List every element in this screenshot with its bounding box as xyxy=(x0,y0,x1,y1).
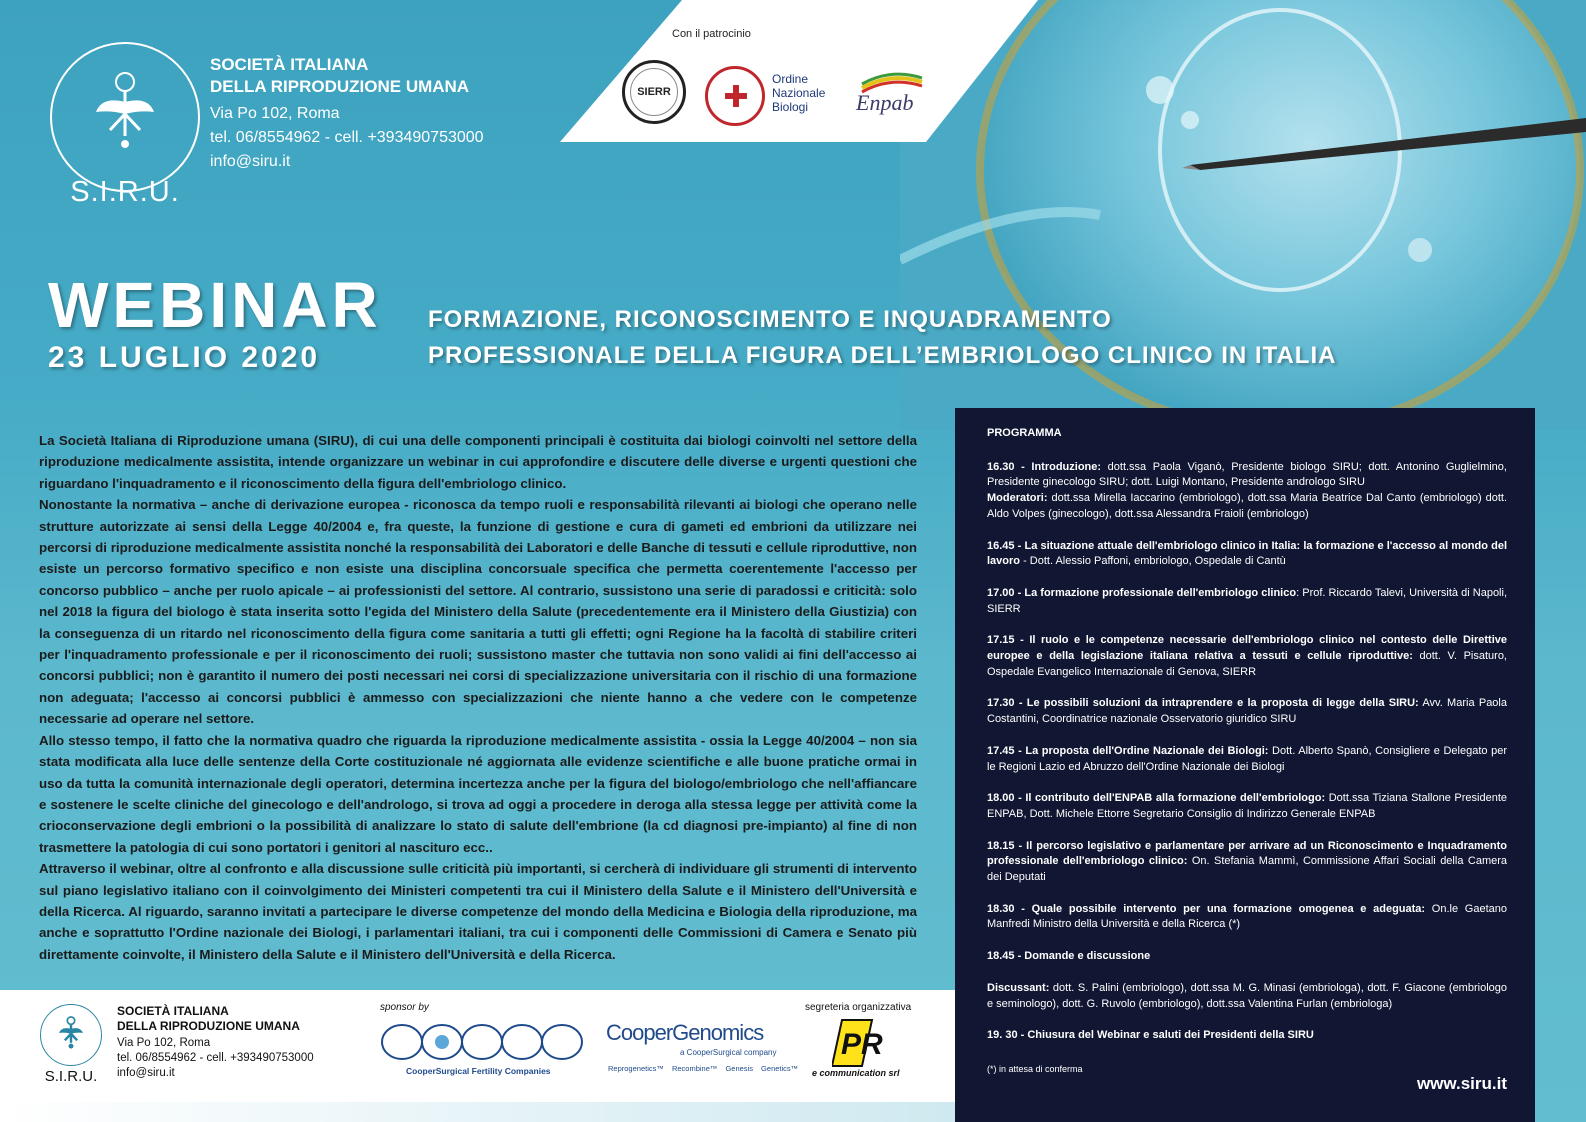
programme-item: 16.45 - La situazione attuale dell'embriologo clinico in Italia: la formazione e l'accesso al mondo del lavoro - Dott. Alessio Paffoni, embriologo, Ospedale di Cantù xyxy=(987,539,1507,568)
footer-siru-logo xyxy=(40,1004,102,1066)
description-paragraph: La Società Italiana di Riproduzione umana (SIRU), di cui una delle componenti principali è costituita dai biologi coinvolti nel settore della riproduzione medicalmente assistita, intende organizzare un webinar in cui approfondire e discutere delle diverse e urgenti questioni che riguardano l'inquadramento e il riconoscimento della figura dell'embriologo clinico. xyxy=(39,433,917,491)
siru-acronym: S.I.R.U. xyxy=(70,176,180,208)
ordine-biologi-logo xyxy=(705,66,765,126)
event-title: FORMAZIONE, RICONOSCIMENTO E INQUADRAMENTO PROFESSIONALE DELLA FIGURA DELL’EMBRIOLOGO CLINICO IN ITALIA xyxy=(428,306,1337,369)
sponsor-label: sponsor by xyxy=(380,1002,429,1013)
event-type: WEBINAR xyxy=(48,269,382,341)
org-phone: tel. 06/8554962 - cell. +393490753000 xyxy=(210,129,484,146)
footer-email[interactable]: info@siru.it xyxy=(117,1067,175,1079)
siru-emblem-icon xyxy=(41,1005,101,1065)
programme-item: 18.30 - Quale possibile intervento per una formazione omogenea e adeguata: On.le Gaetano Manfredi Ministro della Università e della Ricerca (*) xyxy=(987,902,1507,931)
sierr-logo xyxy=(622,60,686,124)
programme-item: 17.30 - Le possibili soluzioni da intraprendere e la proposta di legge della SIRU: Avv. Maria Paola Costantini, Coordinatrice nazionale Osservatorio giuridico SIRU xyxy=(987,697,1507,726)
pr-communication-logo-icon xyxy=(832,1016,902,1072)
description-paragraph: Nonostante la normativa – anche di derivazione europea - riconosca da tempo ruoli e responsabilità rilevanti ai biologi che operano nelle strutture autorizzate ai sensi della Legge 40/2004 e, fra queste, la funzione di gestione e cura di gameti ed embrioni da utilizzare nei percorsi di riproduzione medicalmente assistita nonché la responsabilità dei Laboratori e delle Banche di tessuti e cellule riproduttive, non esiste un percorso formativo specifico e non esiste una disciplina concorsuale specifica che permetta coerentemente l'accesso per concorso pubblico – anche per ruolo apicale – ai professionisti del settore. Al contrario, sussistono una serie di paradossi e criticità: solo nel 2018 la figura del biologo è stata inserita sotto l'egida del Ministero della Salute (precedentemente era il Ministero della Giustizia) con la conseguenza di un ritardo nel riconoscimento della figura come sanitaria a tutti gli effetti; ogni Regione ha la facoltà di stabilire criteri per l'inquadramento professionale e per il riconoscimento dei ruoli; sussistono master che tuttavia non sono validi ai fini dell'accesso ai concorsi pubblici; non è garantito il numero dei posti necessari nei corsi di specializzazione universitaria con il rischio di una formazione non adeguata; l'accesso ai concorsi pubblici è ammesso con specializzazioni che niente hanno a che vedere con le competenze necessarie ad operare nel settore. xyxy=(39,497,917,727)
org-email[interactable]: info@siru.it xyxy=(210,153,291,170)
patronage-label: Con il patrocinio xyxy=(672,28,751,40)
event-date: 23 LUGLIO 2020 xyxy=(48,341,321,374)
description-paragraph: Allo stesso tempo, il fatto che la normativa quadro che riguarda la riproduzione medicalmente assistita - ossia la Legge 40/2004 – non sia stata modificata alla luce delle sentenze della Corte costituzionale né aggiornata alle evidenze scientifiche e alle buone pratiche ormai in uso da tutta la comunità internazionale degli operatori, determina incertezza anche per la figura del biologo/embriologo che nell'affiancare e sostenere le scelte cliniche del ginecologo e dell'andrologo, si trova ad oggi a procedere in deroga alla stessa legge per attività come la crioconservazione degli embrioni o la possibilità di analizzare lo stato di salute dell'embrione (la cd diagnosi pre-impianto) al fine di non trasmettere la patologia di cui sono portatori i genitori al nascituro ecc.. xyxy=(39,732,917,855)
sponsor-caption: CooperSurgical Fertility Companies xyxy=(406,1066,551,1076)
programme-item: 19. 30 - Chiusura del Webinar e saluti dei Presidenti della SIRU xyxy=(987,1029,1314,1042)
patronage-area xyxy=(560,0,1060,142)
footer-siru-acronym: S.I.R.U. xyxy=(44,1068,98,1085)
website-link[interactable]: www.siru.it xyxy=(1416,1074,1507,1094)
footer-org-name: SOCIETÀ ITALIANA DELLA RIPRODUZIONE UMANA xyxy=(117,1004,300,1033)
event-description xyxy=(39,430,917,965)
ordine-biologi-name: Ordine Nazionale Biologi xyxy=(772,72,826,114)
programme-item: Discussant: dott. S. Palini (embriologo), dott.ssa M. G. Minasi (embriologa), dott. F. Giacone (embriologo e seminologo), dott. G. Ruvolo (embriologo), dott.ssa Valentina Furlan (embriologa) xyxy=(987,981,1507,1010)
programme-list xyxy=(987,460,1507,1044)
coopergenomics-logo: CooperGenomics xyxy=(606,1020,764,1045)
siru-logo xyxy=(50,42,200,192)
footer-strip xyxy=(0,990,955,1122)
org-address: Via Po 102, Roma xyxy=(210,105,340,122)
programme-panel xyxy=(955,408,1535,1122)
programme-heading: PROGRAMMA xyxy=(987,427,1062,439)
coopergenomics-subtitle: a CooperSurgical company xyxy=(680,1048,777,1057)
programme-item: 17.45 - La proposta dell'Ordine Nazionale dei Biologi: Dott. Alberto Spanò, Consigliere e Delegato per le Regioni Lazio ed Abruzzo dell'Ordine Nazionale dei Biologi xyxy=(987,744,1507,773)
siru-emblem-icon xyxy=(52,44,198,190)
segreteria-label: segreteria organizzativa xyxy=(805,1002,912,1013)
pr-caption: e communication srl xyxy=(812,1068,900,1078)
org-name: SOCIETÀ ITALIANA DELLA RIPRODUZIONE UMANA xyxy=(210,55,470,96)
programme-item: 16.30 - Introduzione: dott.ssa Paola Viganò, Presidente biologo SIRU; dott. Antonino Guglielmino, Presidente ginecologo SIRU; dott. Luigi Montano, Presidente andrologo SIRU Moderatori: dott.ssa Mirella Iaccarino (embriologo), dott.ssa Maria Beatrice Dal Canto (embriologo) dott. Aldo Volpes (ginecologo), dott.ssa Alessandra Fraioli (embriologo) xyxy=(987,460,1507,520)
programme-item: 18.00 - Il contributo dell'ENPAB alla formazione dell'embriologo: Dott.ssa Tiziana Stallone Presidente ENPAB, Dott. Michele Ettorre Segretario Consiglio di Indirizzo Generale ENPAB xyxy=(987,792,1508,820)
programme-item: 18.15 - Il percorso legislativo e parlamentare per arrivare ad un Riconoscimento e Inquadramento professionale dell'embriologo clinico: On. Stefania Mammì, Commissione Affari Sociali della Camera dei Deputati xyxy=(987,839,1508,884)
programme-item: 17.15 - Il ruolo e le competenze necessarie dell'embriologo clinico nel contesto delle Direttive europee e della legislazione italiana relativa a tessuti e cellule riproduttive: dott. V. Pisaturo, Ospedale Evangelico Internazionale di Genova, SIERR xyxy=(987,634,1507,678)
coopergenomics-brands: Reprogenetics™ Recombine™ Genesis Genetics™ xyxy=(608,1064,799,1073)
org-contact xyxy=(210,102,484,174)
sponsor-logos-icon xyxy=(380,1022,590,1062)
programme-item: 18.45 - Domande e discussione xyxy=(987,950,1151,963)
enpab-logo: Enpab xyxy=(856,90,914,115)
sierr-logo-text: SIERR xyxy=(630,68,678,116)
programme-footnote: (*) in attesa di conferma xyxy=(987,1064,1083,1075)
footer-contact: Via Po 102, Roma tel. 06/8554962 - cell. +393490753000 info@siru.it xyxy=(117,1037,314,1079)
svg-text:PR: PR xyxy=(841,1028,883,1061)
description-paragraph: Attraverso il webinar, oltre al confronto e alla discussione sulle criticità più importanti, si cercherà di individuare gli strumenti di intervento sul piano legislativo italiano con il coinvolgimento dei Ministeri competenti tra cui il Ministero della Salute e il Ministero dell'Università e della Ricerca. Al riguardo, saranno invitati a partecipare le diverse competenze del mondo della Medicina e Biologia della riproduzione, ma anche e soprattutto l'Ordine nazionale dei Biologi, i parlamentari italiani, tra cui i componenti delle Commissioni di Camera e Senato più direttamente coinvolte, il Ministero della Salute e il Ministero dell'Università e della Ricerca. xyxy=(39,861,917,962)
programme-item: 17.00 - La formazione professionale dell'embriologo clinico: Prof. Riccardo Talevi, Università di Napoli, SIERR xyxy=(987,586,1508,615)
